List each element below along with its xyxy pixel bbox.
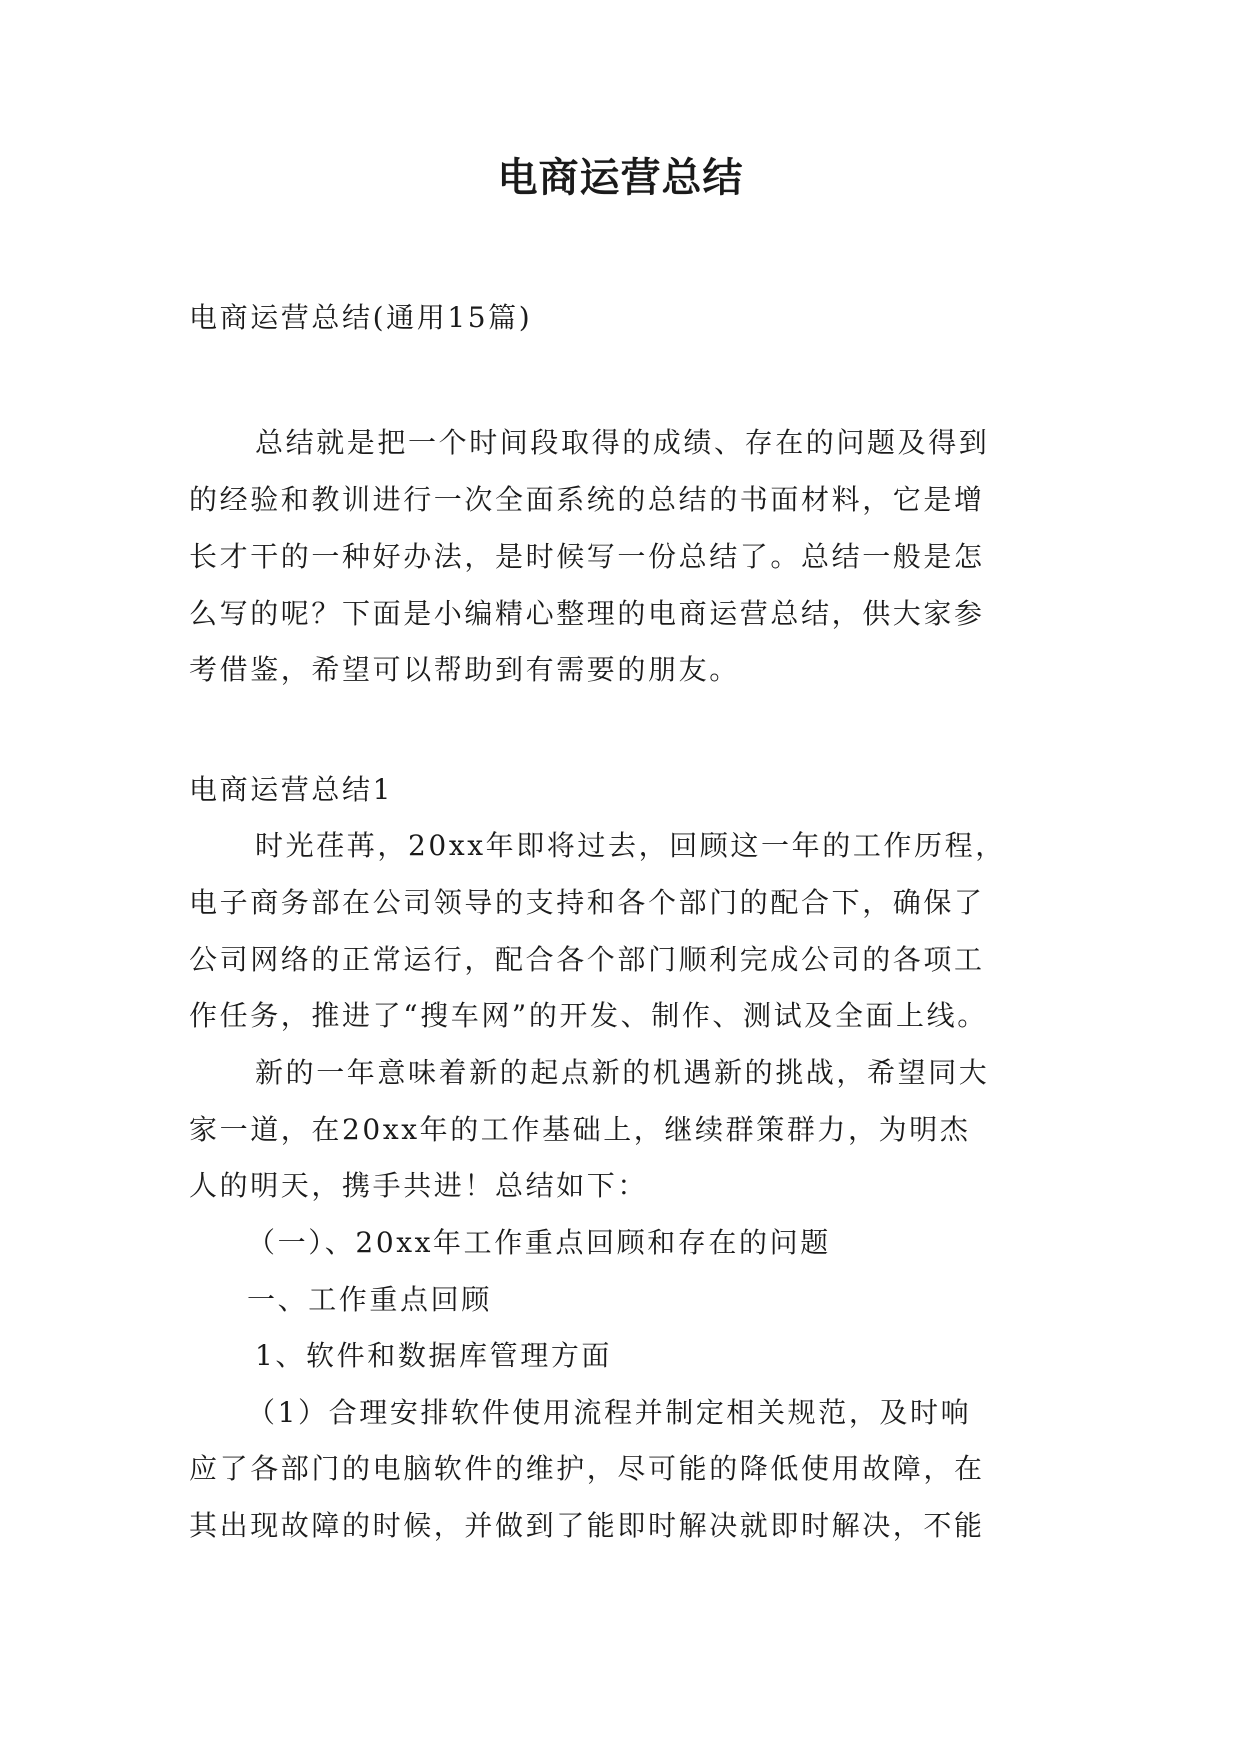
document-title: 电商运营总结 xyxy=(497,155,744,201)
intro-line: 考借鉴，希望可以帮助到有需要的朋友。 xyxy=(189,653,740,686)
subheading-software: 1、软件和数据库管理方面 xyxy=(255,1339,613,1372)
subheading-review: （一）、20xx年工作重点回顾和存在的问题 xyxy=(247,1226,831,1259)
intro-line: 长才干的一种好办法，是时候写一份总结了。总结一般是怎 xyxy=(189,540,985,573)
body-line: 家一道，在20xx年的工作基础上，继续群策群力，为明杰 xyxy=(189,1113,971,1146)
body-line: 电子商务部在公司领导的支持和各个部门的配合下，确保了 xyxy=(189,886,985,919)
body-line: 应了各部门的电脑软件的维护，尽可能的降低使用故障，在 xyxy=(189,1452,985,1485)
document-subtitle: 电商运营总结(通用15篇) xyxy=(189,301,533,334)
body-line: 公司网络的正常运行，配合各个部门顺利完成公司的各项工 xyxy=(189,943,985,976)
subheading-work-focus: 一、工作重点回顾 xyxy=(247,1283,492,1316)
body-line: 人的明天，携手共进！总结如下： xyxy=(189,1169,649,1202)
section-heading: 电商运营总结1 xyxy=(189,773,394,806)
intro-line: 的经验和教训进行一次全面系统的总结的书面材料，它是增 xyxy=(189,483,985,516)
body-line: （1）合理安排软件使用流程并制定相关规范，及时响 xyxy=(247,1396,972,1429)
intro-line: 总结就是把一个时间段取得的成绩、存在的问题及得到 xyxy=(255,426,990,459)
body-line: 新的一年意味着新的起点新的机遇新的挑战，希望同大 xyxy=(255,1056,990,1089)
body-line: 其出现故障的时候，并做到了能即时解决就即时解决，不能 xyxy=(189,1509,985,1542)
intro-line: 么写的呢？下面是小编精心整理的电商运营总结，供大家参 xyxy=(189,597,985,630)
body-line: 作任务，推进了“搜车网”的开发、制作、测试及全面上线。 xyxy=(189,999,988,1032)
body-line: 时光荏苒，20xx年即将过去，回顾这一年的工作历程， xyxy=(255,829,1006,862)
